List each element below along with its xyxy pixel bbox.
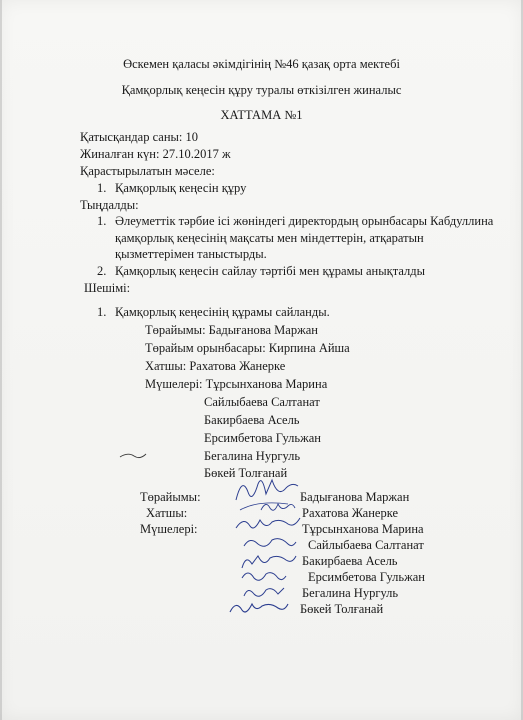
heard-item-line: Әлеуметтік тәрбие ісі жөніндегі директордың орынбасары Кабдуллина (115, 214, 494, 228)
heard-item-number: 1. (97, 214, 107, 228)
signatory-name: Рахатова Жанерке (302, 506, 399, 520)
decision-item-text: Қамқорлық кеңесінің құрамы сайланды. (115, 305, 330, 319)
agenda-heading: Қарастырылатын мәселе: (80, 164, 215, 178)
council-member: Бегалина Нургуль (204, 449, 301, 463)
council-member: Ерсимбетова Гульжан (204, 431, 321, 445)
signatory-name: Бакирбаева Асель (302, 554, 398, 568)
council-member: Сайлыбаева Салтанат (204, 395, 320, 409)
decision-heading: Шешімі: (84, 281, 131, 295)
council-member: Бөкей Толғанай (204, 466, 288, 480)
signatory-name: Бегалина Нургуль (302, 586, 399, 600)
council-chair: Төрайымы: Бадығанова Маржан (145, 323, 318, 337)
decision-item-number: 1. (97, 305, 107, 319)
sign-role-secretary: Хатшы: (146, 506, 188, 520)
heard-heading: Тыңдалды: (80, 198, 139, 212)
council-members-label: Мүшелері: Тұрсынханова Марина (145, 377, 328, 391)
signatory-name: Бадығанова Маржан (300, 490, 410, 504)
heard-item-line: қызметтерімен таныстырды. (115, 247, 267, 261)
agenda-item-text: Қамқорлық кеңесін құру (115, 181, 247, 195)
signature-member-6 (226, 596, 290, 618)
participants-count: Қатысқандар саны: 10 (80, 130, 198, 144)
sign-role-chair: Төрайымы: (140, 490, 201, 504)
council-secretary: Хатшы: Рахатова Жанерке (145, 359, 286, 373)
heard-item-line: Қамқорлық кеңесін сайлау тәртібі мен құрамы анықталды (115, 264, 425, 278)
pen-mark (118, 448, 148, 462)
agenda-item-number: 1. (97, 181, 107, 195)
meeting-date: Жиналған күн: 27.10.2017 ж (80, 147, 231, 161)
signatory-name: Сайлыбаева Салтанат (308, 538, 424, 552)
sign-role-members: Мүшелері: (140, 522, 198, 536)
council-vice-chair: Төрайым орынбасары: Кирпина Айша (145, 341, 350, 355)
signatory-name: Бөкей Толғанай (300, 602, 384, 616)
signatory-name: Тұрсынханова Марина (302, 522, 424, 536)
heard-item-line: қамқорлық кеңесінің мақсаты мен міндеттерін, атқаратын (115, 231, 424, 245)
heard-item-number: 2. (97, 264, 107, 278)
council-member: Бакирбаева Асель (204, 413, 300, 427)
signatory-name: Ерсимбетова Гульжан (308, 570, 425, 584)
school-name: Өскемен қаласы әкімдігінің №46 қазақ орта мектебі (123, 57, 400, 71)
protocol-title: ХАТТАМА №1 (220, 108, 303, 122)
meeting-title: Қамқорлық кеңесін құру туралы өткізілген жиналыс (121, 83, 402, 97)
